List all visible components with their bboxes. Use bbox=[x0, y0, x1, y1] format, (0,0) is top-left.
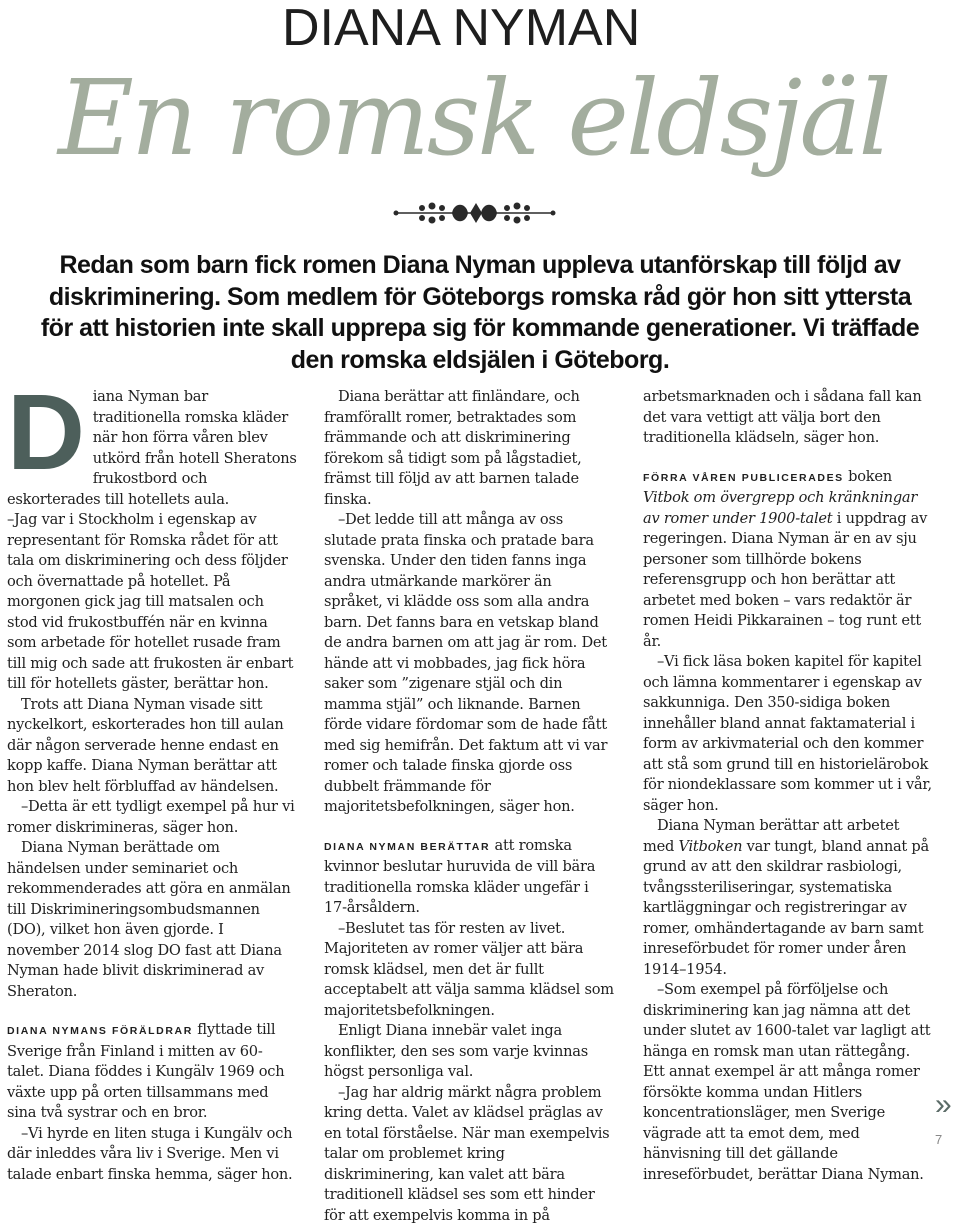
column2-paragraph-5: Enligt Diana innebär valet inga konflikter, den ses som varje kvinnas högst personliga val. bbox=[324, 1021, 614, 1083]
column1-paragraph-3: Trots att Diana Nyman visade sitt nyckelkort, eskorterades hon till aulan där någon serverade henne endast en kopp kaffe. Diana Nyman berättar att hon blev helt förbluffad av händelsen. bbox=[7, 695, 297, 798]
column2-paragraph-1: Diana berättar att finländare, och framförallt romer, betraktades som främmande och att diskriminering förekom så tidigt som på lågstadiet, främst till följd av att barnen talade finska. bbox=[324, 387, 614, 510]
kicker-name: DIANA NYMAN bbox=[282, 0, 640, 56]
column2-paragraph-4: –Beslutet tas för resten av livet. Majoriteten av romer väljer att bära romsk klädsel, men det är fullt acceptabelt att välja samma klädsel som majoritetsbefolkningen. bbox=[324, 919, 614, 1022]
column1-paragraph-2: –Jag var i Stockholm i egenskap av representant för Romska rådet för att tala om diskriminering och dess följder och övernattade på hotellet. På morgonen gick jag till matsalen och stod vid frukostbuffén när en kvinna som arbetade för hotellet rusade fram till mig och sade att frukosten är enbart till för hotellets gäster, berättar hon. bbox=[7, 510, 297, 695]
column2-paragraph-3 bbox=[324, 836, 614, 919]
lead-paragraph: Redan som barn fick romen Diana Nyman uppleva utanförskap till följd av diskriminering. Som medlem för Göteborgs romska råd gör hon sitt yttersta för att historien inte skall upprepa sig för kommande generationer. Vi träffade den romska eldsjälen i Göteborg. bbox=[40, 250, 920, 376]
section-lead-caps: DIANA NYMANS FÖRÄLDRAR bbox=[7, 1025, 193, 1037]
column2-paragraph-2: –Det ledde till att många av oss slutade prata finska och pratade bara svenska. Under den tiden fanns inga andra utmärkande markörer än språket, vi klädde oss som alla andra barn. Det fanns bara en vetskap bland de andra barnen om att jag är rom. Det hände att vi mobbades, jag fick höra saker som ”zigenare stjäl och din mamma stjäl” och liknande. Barnen förde vidare fördomar som de hade fått med sig hemifrån. Det faktum att vi var romer och talade finska gjorde oss dubbelt främmande för majoritetsbefolkningen, säger hon. bbox=[324, 510, 614, 818]
column3-paragraph-4 bbox=[643, 816, 933, 980]
column3-paragraph-1: arbetsmarknaden och i sådana fall kan det vara vettigt att välja bort den traditionella klädseln, säger hon. bbox=[643, 387, 933, 449]
column3-paragraph-2-text-b: i uppdrag av regeringen. Diana Nyman är en av sju personer som tillhörde bokens referensgrupp och hon berättar att arbetet med boken – vars redaktör är romen Heidi Pikkarainen – tog runt ett år. bbox=[643, 510, 927, 650]
article-column-2 bbox=[324, 387, 614, 1226]
column1-paragraph-1 bbox=[7, 387, 297, 510]
column3-paragraph-4-text-a: Diana Nyman berättar att arbetet med bbox=[643, 817, 899, 855]
column3-paragraph-5: –Som exempel på förföljelse och diskriminering kan jag nämna att det under slutet av 1600-talet var lagligt att hänga en romsk man utan rättegång. Ett annat exempel är att många romer försökte komma undan Hitlers koncentrationsläger, men Sverige vägrade att ta emot dem, med hänvisning till det gällande inreseförbudet, berättar Diana Nyman. bbox=[643, 980, 933, 1185]
book-title-italic: Vitbok om övergrepp och kränkningar av romer under 1900-talet bbox=[643, 489, 917, 527]
article-column-3 bbox=[643, 387, 933, 1185]
column2-paragraph-3-text: att romska kvinnor beslutar huruvida de vill bära traditionella romska kläder ungefär i 17-årsåldern. bbox=[324, 837, 595, 917]
continue-arrow-icon: » bbox=[935, 1090, 952, 1120]
column1-paragraph-1-text: iana Nyman bar traditionella romska kläder när hon förra våren blev utkörd från hotell Sheratons frukostbord och eskorterades till hotellets aula. bbox=[7, 388, 297, 508]
drop-cap: D bbox=[7, 389, 85, 477]
column3-paragraph-3: –Vi fick läsa boken kapitel för kapitel och lämna kommentarer i egenskap av sakkunniga. Den 350-sidiga boken innehåller bland annat faktamaterial i form av arkivmaterial och den kommer att stå som grund till en historielärobok för niondeklassare som kommer ut i vår, säger hon. bbox=[643, 652, 933, 816]
column3-paragraph-2 bbox=[643, 467, 933, 653]
column2-paragraph-6: –Jag har aldrig märkt några problem kring detta. Valet av klädsel präglas av en total förståelse. När man exempelvis talar om problemet kring diskriminering, kan valet att bära traditionell klädsel ses som ett hinder för att exempelvis komma in på bbox=[324, 1083, 614, 1226]
page-number: 7 bbox=[935, 1133, 942, 1147]
column1-paragraph-5: Diana Nyman berättade om händelsen under seminariet och rekommenderades att göra en anmälan till Diskrimineringsombudsmannen (DO), vilket hon även gjorde. I november 2014 slog DO fast att Diana Nyman hade blivit diskriminerad av Sheraton. bbox=[7, 838, 297, 1002]
column1-paragraph-6 bbox=[7, 1020, 297, 1124]
column3-paragraph-4-text-b: var tungt, bland annat på grund av att den skildrar rasbiologi, tvångssteriliseringar, systematiska kartläggningar och registreringar av romer, omhändertagande av barn samt inreseförbudet för romer under åren 1914–1954. bbox=[643, 838, 929, 978]
section-lead-caps: FÖRRA VÅREN PUBLICERADES bbox=[643, 472, 844, 484]
decorative-divider-icon bbox=[392, 198, 557, 228]
section-lead-caps: DIANA NYMAN BERÄTTAR bbox=[324, 841, 490, 853]
column3-paragraph-2-text-a: boken bbox=[844, 468, 892, 485]
article-title: En romsk eldsjäl bbox=[58, 48, 889, 188]
column1-paragraph-4: –Detta är ett tydligt exempel på hur vi romer diskrimineras, säger hon. bbox=[7, 797, 297, 838]
column1-paragraph-6-text: flyttade till Sverige från Finland i mitten av 60-talet. Diana föddes i Kungälv 1969 och växte upp på orten tillsammans med sina två systrar och en bror. bbox=[7, 1021, 284, 1121]
article-column-1 bbox=[7, 387, 297, 1185]
column1-paragraph-7: –Vi hyrde en liten stuga i Kungälv och där inleddes våra liv i Sverige. Men vi talade enbart finska hemma, säger hon. bbox=[7, 1124, 297, 1186]
book-title-italic: Vitboken bbox=[678, 838, 742, 855]
